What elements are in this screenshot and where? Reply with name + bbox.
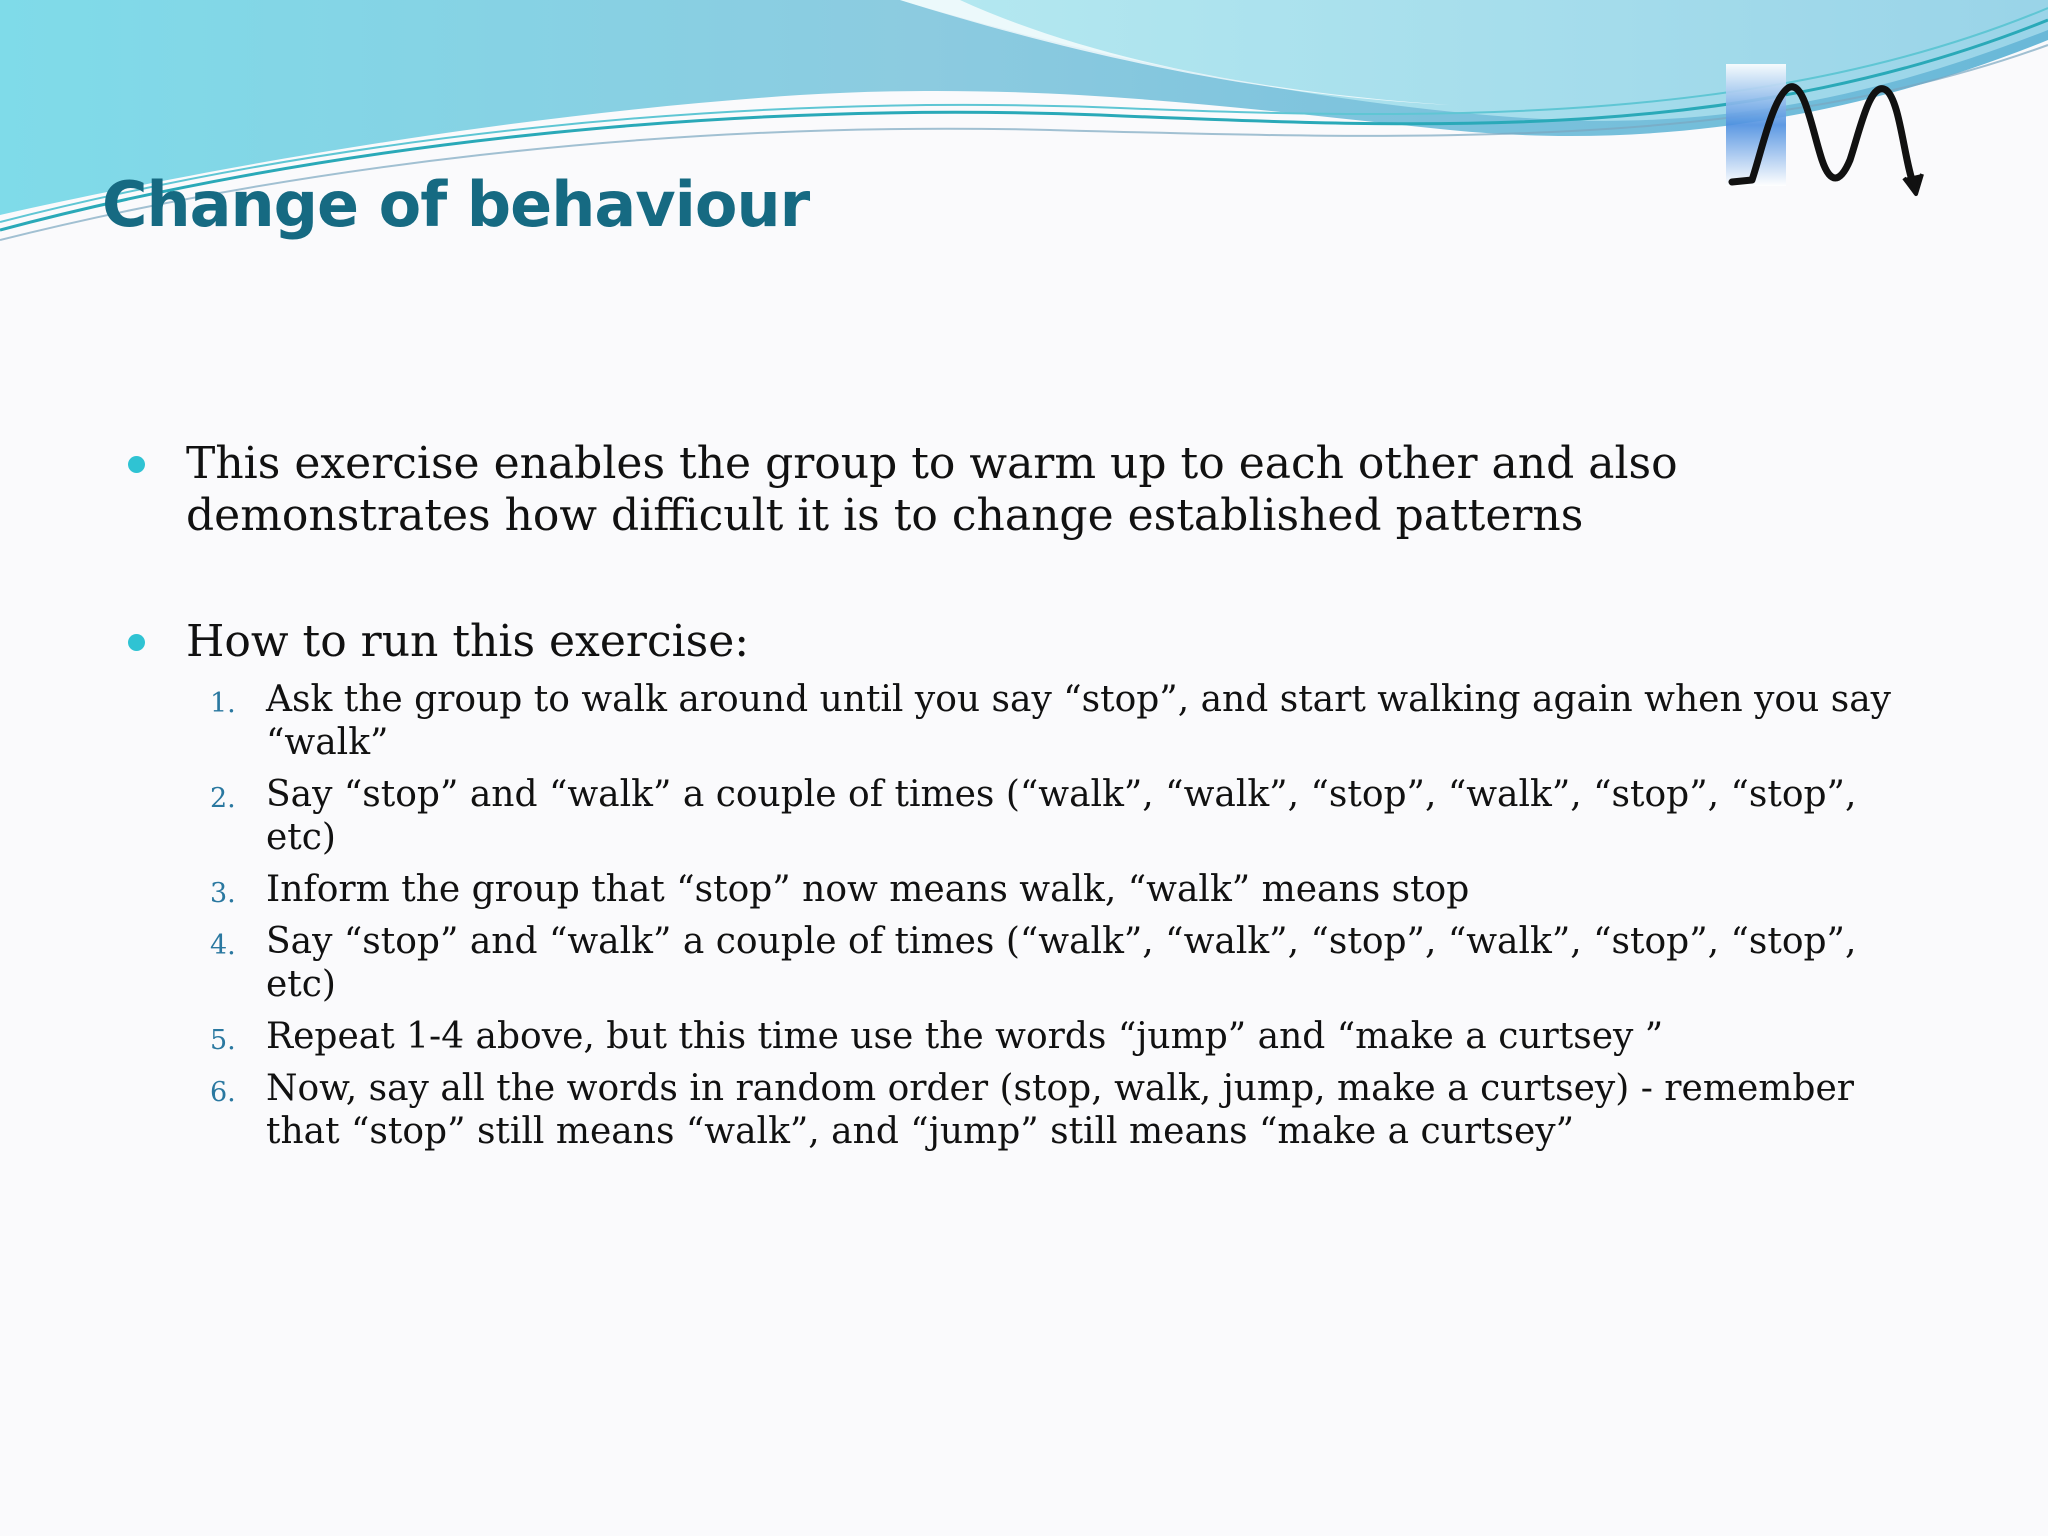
step-number: 6. — [210, 1077, 236, 1108]
bullet-intro — [124, 438, 1924, 542]
bullet-dot-icon — [128, 634, 145, 651]
step-text: Say “stop” and “walk” a couple of times (“walk”, “walk”, “stop”, “walk”, “stop”, “stop”, etc) — [266, 921, 1857, 1005]
step-text: Inform the group that “stop” now means walk, “walk” means stop — [266, 869, 1470, 910]
bullet-how-to — [124, 616, 1924, 668]
bullet-text: This exercise enables the group to warm up to each other and also demonstrates how difficult it is to change established patterns — [186, 438, 1678, 541]
step-text: Ask the group to walk around until you say “stop”, and start walking again when you say “walk” — [266, 679, 1892, 763]
slide-title: Change of behaviour — [102, 168, 810, 241]
list-item — [210, 1015, 1924, 1058]
step-number: 1. — [210, 688, 236, 719]
list-item — [210, 868, 1924, 911]
list-item — [210, 920, 1924, 1006]
list-item — [210, 678, 1924, 764]
wave-logo-icon — [1722, 60, 1952, 200]
step-number: 3. — [210, 878, 236, 909]
step-text: Repeat 1-4 above, but this time use the words “jump” and “make a curtsey ” — [266, 1016, 1664, 1057]
step-number: 4. — [210, 930, 236, 961]
list-item — [210, 773, 1924, 859]
bullet-dot-icon — [128, 456, 145, 473]
step-number: 5. — [210, 1025, 236, 1056]
bullet-text: How to run this exercise: — [186, 616, 750, 667]
step-number: 2. — [210, 783, 236, 814]
slide-content — [124, 438, 1924, 1162]
list-item — [210, 1067, 1924, 1153]
step-text: Say “stop” and “walk” a couple of times (“walk”, “walk”, “stop”, “walk”, “stop”, “stop”, etc) — [266, 774, 1857, 858]
steps-list — [124, 678, 1924, 1153]
step-text: Now, say all the words in random order (stop, walk, jump, make a curtsey) - remember that “stop” still means “walk”, and “jump” still means “make a curtsey” — [266, 1068, 1854, 1152]
